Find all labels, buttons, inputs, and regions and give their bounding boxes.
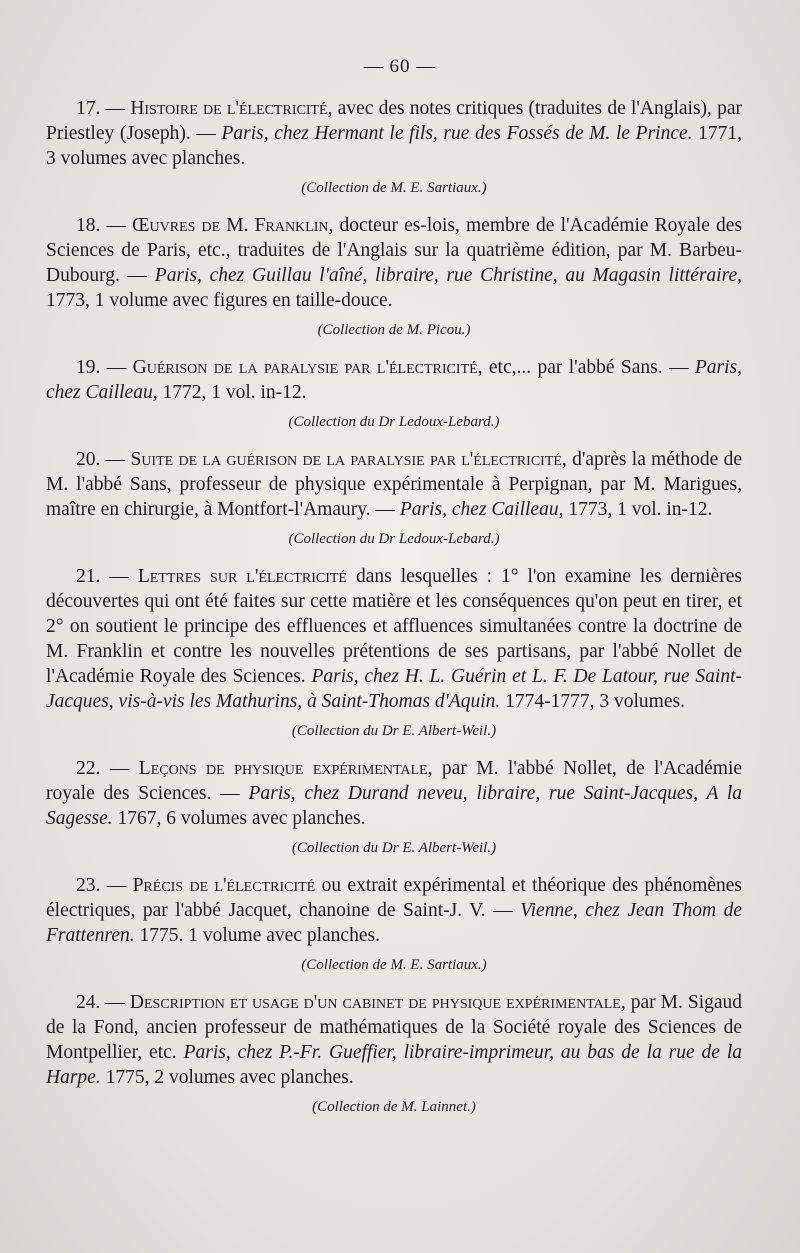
bibliography-entry [46, 756, 742, 858]
entry-number: 22. — [76, 758, 130, 779]
entry-collection: (Collection de M. E. Sartiaux.) [301, 957, 487, 973]
entry-imprint: Vienne, chez Jean Thom de Frattenren. [46, 900, 742, 946]
entry-details: 1775. 1 volume avec planches. [134, 925, 380, 946]
entry-collection: (Collection du Dr Ledoux-Lebard.) [288, 531, 500, 547]
entry-body [46, 355, 742, 405]
entry-number: 18. — [76, 215, 127, 236]
entry-details: 1775, 2 volumes avec planches. [100, 1067, 354, 1088]
bibliography-entry [46, 564, 742, 741]
bibliography-entry [46, 213, 742, 340]
entry-collection: (Collection du Dr Ledoux-Lebard.) [288, 414, 500, 430]
entry-details: 1773, 1 volume avec figures en taille-douce. [46, 290, 393, 311]
entry-details: 1773, 1 vol. in-12. [563, 499, 713, 520]
entry-details: 1772, 1 vol. in-12. [157, 382, 307, 403]
entry-description: par M. Sigaud de la Fond, ancien professeur de mathématiques de la Société royale des Sciences de Montpellier, etc. [46, 992, 743, 1063]
entry-imprint: Paris, chez Cailleau, [399, 499, 564, 520]
entry-description: dans lesquelles : 1° l'on examine les dernières découvertes qui ont été faites sur cette matière et les conséquences qu'on peut en tirer, et 2° on soutient le principe des effluences et affluences simultanées contre la doctrine de M. Franklin et contre les nouvelles prétentions de ses partisans, par l'abbé Nollet de l'Académie Royale des Sciences. [46, 566, 743, 687]
entry-title: Histoire de l'électricité, [130, 98, 333, 119]
bibliography-entry [46, 990, 742, 1117]
entry-description: avec des notes critiques (traduites de l'Anglais), par Priestley (Joseph). — [46, 98, 743, 144]
bibliography-entry [46, 96, 742, 198]
entry-description: docteur es-lois, membre de l'Académie Royale des Sciences de Paris, etc., traduites de l'Anglais sur la quatrième édition, par M. Barbeu-Dubourg. — [46, 215, 743, 286]
entry-imprint: Paris, chez H. L. Guérin et L. F. De Latour, rue Saint-Jacques, vis-à-vis les Mathurins, à Saint-Thomas d'Aquin. [46, 666, 742, 712]
entry-body [46, 873, 742, 948]
entry-body [46, 447, 742, 522]
entry-details: 1774-1777, 3 volumes. [500, 691, 685, 712]
entry-collection: (Collection du Dr E. Albert-Weil.) [291, 840, 497, 856]
entry-imprint: Paris, chez Durand neveu, libraire, rue Saint-Jacques, A la Sagesse. [46, 783, 743, 829]
entry-number: 21. — [76, 566, 129, 587]
page-number: — 60 — [363, 56, 437, 77]
bibliography-list [46, 96, 742, 1132]
entry-number: 23. — [76, 875, 127, 896]
entry-body [46, 213, 742, 313]
entry-description: d'après la méthode de M. l'abbé Sans, professeur de physique expérimentale à Perpignan, par M. Marigues, maître en chirurgie, à Montfort-l'Amaury. — [46, 449, 743, 520]
entry-description: ou extrait expérimental et théorique des phénomènes électriques, par l'abbé Jacquet, chanoine de Saint-J. V. — [46, 875, 742, 921]
entry-number: 24. — [76, 992, 125, 1013]
entry-collection: (Collection de M. E. Sartiaux.) [301, 180, 487, 196]
entry-description: etc,... par l'abbé Sans. — [482, 357, 695, 378]
bibliography-entry [46, 447, 742, 549]
entry-imprint: Paris, chez P.-Fr. Gueffier, libraire-imprimeur, au bas de la rue de la Harpe. [46, 1042, 742, 1088]
entry-collection: (Collection de M. Picou.) [317, 322, 471, 338]
bibliography-entry [46, 873, 742, 975]
entry-number: 19. — [76, 357, 127, 378]
entry-body [46, 96, 742, 171]
entry-imprint: Paris, chez Guillau l'aîné, libraire, rue Christine, au Magasin littéraire, [154, 265, 742, 286]
entry-body [46, 990, 742, 1090]
entry-description: par M. l'abbé Nollet, de l'Académie royale des Sciences. — [46, 758, 743, 804]
entry-imprint: Paris, chez Hermant le fils, rue des Fossés de M. le Prince. [221, 123, 693, 144]
bibliography-entry [46, 355, 742, 432]
entry-body [46, 756, 742, 831]
entry-title: Leçons de physique expérimentale, [138, 758, 433, 779]
entry-details: 1767, 6 volumes avec planches. [112, 808, 366, 829]
entry-collection: (Collection de M. Lainnet.) [312, 1099, 476, 1115]
entry-imprint: Paris, chez Cailleau, [46, 357, 743, 403]
entry-title: Description et usage d'un cabinet de physique expérimentale, [129, 992, 626, 1013]
entry-title: Lettres sur l'électricité [137, 566, 347, 587]
entry-details: 1771, 3 volumes avec planches. [46, 123, 743, 169]
entry-number: 17. — [76, 98, 126, 119]
entry-body [46, 564, 742, 714]
entry-title: Précis de l'électricité [132, 875, 316, 896]
entry-title: Suite de la guérison de la paralysie par l'électricité, [130, 449, 567, 470]
entry-title: Œuvres de M. Franklin, [132, 215, 334, 236]
entry-title: Guérison de la paralysie par l'électricité, [132, 357, 483, 378]
entry-number: 20. — [76, 449, 126, 470]
entry-collection: (Collection du Dr E. Albert-Weil.) [291, 723, 497, 739]
